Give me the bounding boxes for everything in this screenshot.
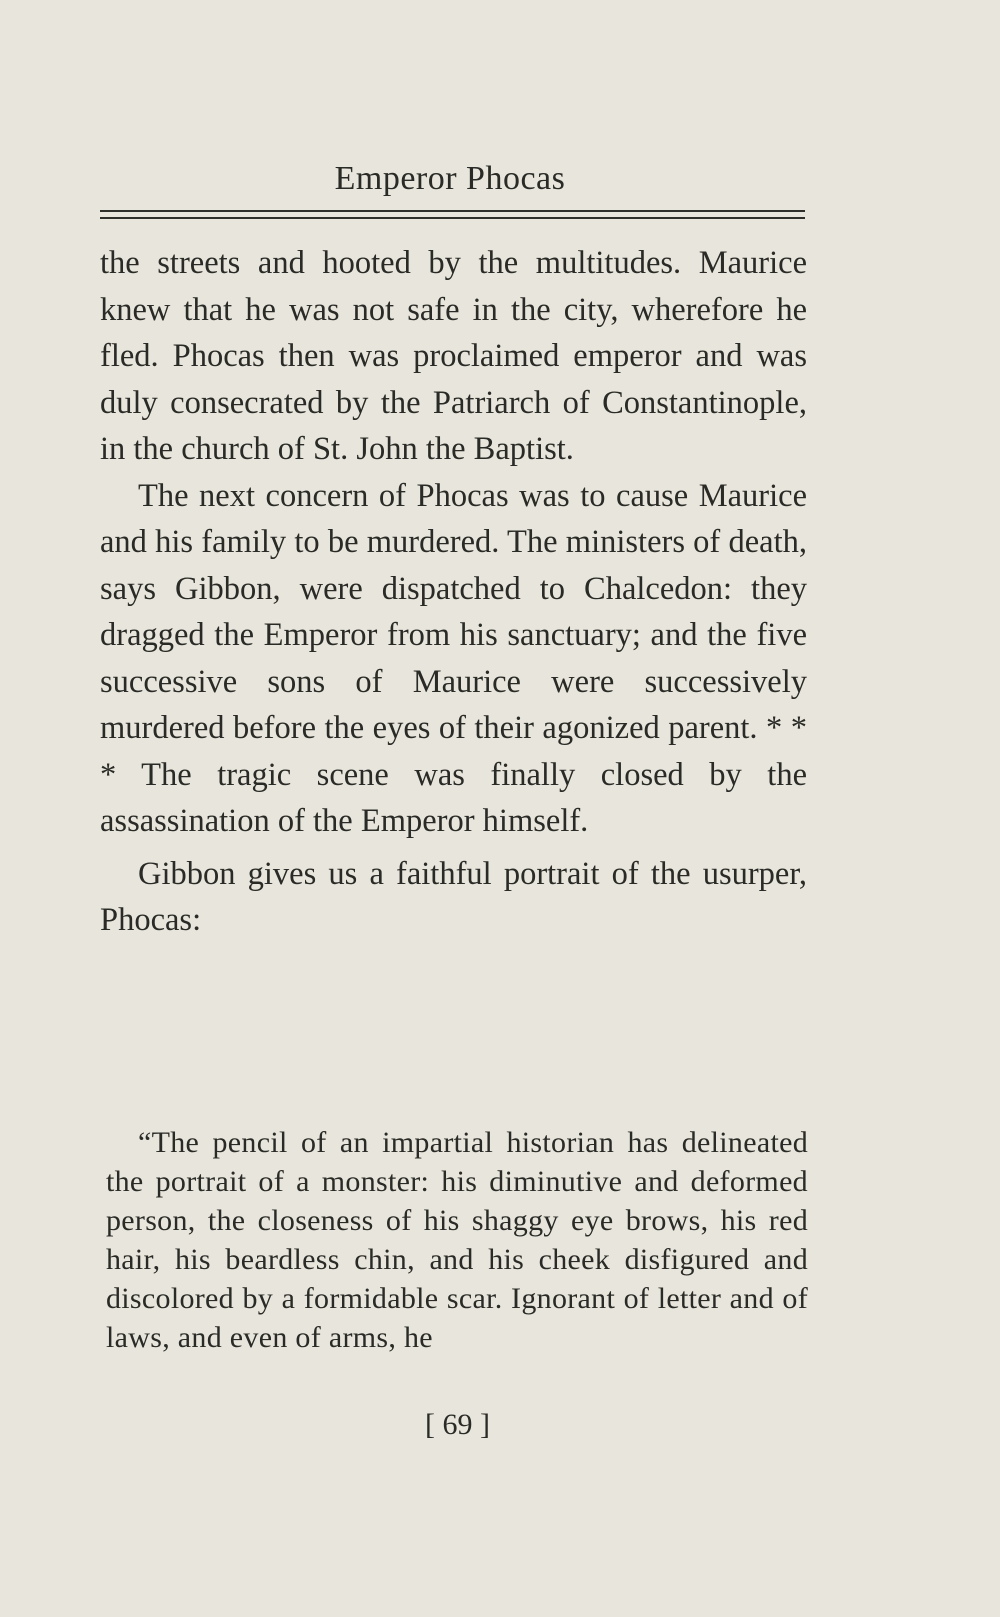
running-header: Emperor Phocas	[334, 160, 566, 197]
paragraph: Gibbon gives us a faithful portrait of the usurper, Phocas:	[100, 855, 807, 938]
paragraph: The next concern of Phocas was to cause Maurice and his family to be murdered. The ministers of death, says Gibbon, were dispatched to Chalcedon: they dragged the Emperor from his sanctuary; and the five successive sons of Maurice were successively murdered before the eyes of their agonized parent. * * * The tragic scene was finally closed by the assassination of the Emperor himself.	[100, 477, 807, 839]
body-text	[100, 240, 807, 944]
quote-paragraph: “The pencil of an impartial historian has delineated the portrait of a monster: his diminutive and deformed person, the closeness of his shaggy eye brows, his red hair, his beardless chin, and his cheek disfigured and discolored by a formidable scar. Ignorant of letter and of laws, and even of arms, he	[106, 1126, 808, 1354]
header-rule-top	[100, 210, 805, 212]
paragraph: the streets and hooted by the multitudes. Maurice knew that he was not safe in the city, wherefore he fled. Phocas then was proclaimed emperor and was duly consecrated by the Patriarch of Constantinople, in the church of St. John the Baptist.	[100, 245, 807, 467]
block-quote	[106, 1123, 808, 1357]
page-number: [ 69 ]	[425, 1408, 490, 1441]
header-rule-bottom	[100, 217, 805, 219]
